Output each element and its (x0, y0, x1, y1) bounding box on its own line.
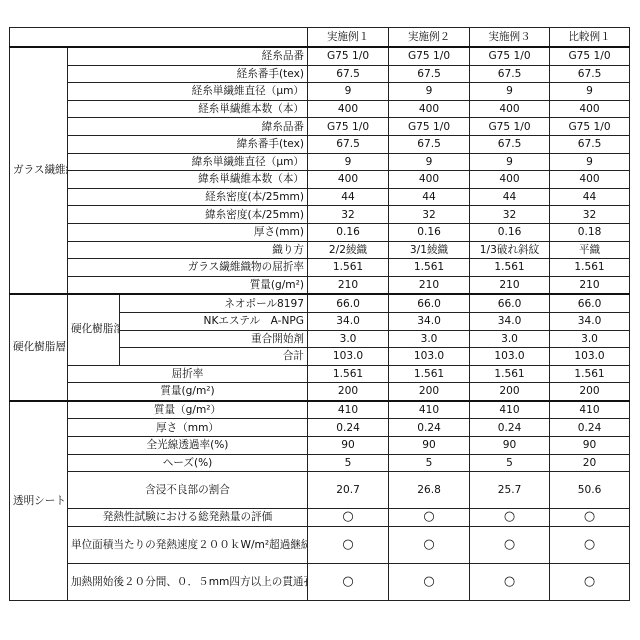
glass-row-value: 32 (308, 206, 389, 224)
glass-row-value: 3/1綾織 (389, 241, 470, 259)
evaluation-row (10, 564, 630, 601)
glass-row-label: ガラス繊維織物の屈折率 (68, 259, 308, 277)
glass-row-value: 0.16 (389, 223, 470, 241)
resin-composition-row-value: 66.0 (389, 294, 470, 312)
resin-composition-label: 硬化樹脂 (68, 294, 120, 365)
glass-row (10, 135, 630, 153)
glass-row-value: 32 (470, 206, 550, 224)
glass-row-value: G75 1/0 (550, 118, 630, 136)
glass-row-value: 2/2綾織 (308, 241, 389, 259)
glass-row-value: G75 1/0 (308, 118, 389, 136)
resin-composition-row-value: 103.0 (550, 348, 630, 366)
sheet-row-value: 50.6 (550, 472, 630, 509)
glass-row-value: G75 1/0 (470, 47, 550, 65)
resin-composition-row-value: 3.0 (470, 330, 550, 348)
evaluation-mark: ○ (308, 527, 389, 564)
resin-row-value: 1.561 (550, 365, 630, 383)
sheet-row (10, 472, 630, 509)
resin-component-label: 重合開始剤 (120, 330, 308, 348)
resin-composition-row-value: 34.0 (389, 312, 470, 330)
glass-row-value: 9 (550, 153, 630, 171)
resin-row-value: 200 (389, 383, 470, 401)
sheet-row (10, 419, 630, 437)
sheet-row-value: 20 (550, 454, 630, 472)
glass-row-value: 400 (308, 100, 389, 118)
resin-composition-row-value: 66.0 (470, 294, 550, 312)
glass-row-value: 0.18 (550, 223, 630, 241)
sheet-row-value: 90 (389, 437, 470, 455)
sheet-row-value: 410 (389, 401, 470, 419)
evaluation-mark: ○ (470, 527, 550, 564)
glass-row-value: 0.16 (308, 223, 389, 241)
resin-composition-row-value: 3.0 (389, 330, 470, 348)
resin-row-label: 質量(g/m²) (68, 383, 308, 401)
resin-component-label: NKエステル A-NPG (120, 312, 308, 330)
evaluation-mark: ○ (470, 564, 550, 601)
glass-row-label: 緯糸密度(本/25mm) (68, 206, 308, 224)
header-blank (10, 28, 308, 48)
glass-row-label: 経糸単繊維本数（本） (68, 100, 308, 118)
glass-row-value: G75 1/0 (550, 47, 630, 65)
glass-row-value: 400 (389, 171, 470, 189)
glass-row-value: 210 (550, 276, 630, 294)
evaluation-mark: ○ (550, 527, 630, 564)
evaluation-row (10, 509, 630, 527)
sheet-row-value: 5 (470, 454, 550, 472)
sheet-row-value: 90 (308, 437, 389, 455)
glass-row-value: 44 (470, 188, 550, 206)
resin-component-label: ネオポール8197 (120, 294, 308, 312)
resin-row-value: 200 (470, 383, 550, 401)
resin-composition-row-value: 103.0 (470, 348, 550, 366)
glass-row-value: 9 (389, 153, 470, 171)
resin-row (10, 383, 630, 401)
resin-row-value: 200 (550, 383, 630, 401)
glass-row (10, 83, 630, 101)
glass-row (10, 65, 630, 83)
glass-row (10, 100, 630, 118)
glass-row-label: 質量(g/m²) (68, 276, 308, 294)
sheet-row-value: 0.24 (550, 419, 630, 437)
column-header: 実施例１ (308, 28, 389, 48)
sheet-row-value: 20.7 (308, 472, 389, 509)
glass-row-value: 9 (389, 83, 470, 101)
glass-row-label: 経糸番手(tex) (68, 65, 308, 83)
sheet-row-value: 26.8 (389, 472, 470, 509)
glass-row (10, 259, 630, 277)
glass-row-value: 44 (389, 188, 470, 206)
glass-row-value: 400 (308, 171, 389, 189)
sheet-group-label: 透明シート (10, 401, 68, 601)
glass-row-value: 210 (470, 276, 550, 294)
glass-row (10, 206, 630, 224)
sheet-row-value: 410 (308, 401, 389, 419)
glass-row-value: 210 (389, 276, 470, 294)
sheet-row-label: 含浸不良部の割合 (68, 472, 308, 509)
resin-component-label: 合計 (120, 348, 308, 366)
sheet-row (10, 401, 630, 419)
glass-row-value: G75 1/0 (308, 47, 389, 65)
resin-composition-row-value: 66.0 (308, 294, 389, 312)
column-header: 比較例１ (550, 28, 630, 48)
glass-row-label: 経糸品番 (68, 47, 308, 65)
evaluation-label: 加熱開始後２０分間、０．５mm四方以上の貫通 (68, 564, 308, 601)
evaluation-mark: ○ (550, 509, 630, 527)
resin-composition-row-value: 3.0 (550, 330, 630, 348)
sheet-row-value: 0.24 (308, 419, 389, 437)
glass-row-value: 67.5 (470, 65, 550, 83)
evaluation-row (10, 527, 630, 564)
column-header: 実施例２ (389, 28, 470, 48)
glass-row-value: 1.561 (389, 259, 470, 277)
sheet-row-value: 410 (470, 401, 550, 419)
evaluation-mark: ○ (308, 564, 389, 601)
resin-group-label: 硬化樹脂層 (10, 294, 68, 401)
resin-row-label: 屈折率 (68, 365, 308, 383)
glass-row-label: 織り方 (68, 241, 308, 259)
glass-row-label: 緯糸単繊維直径（μm） (68, 153, 308, 171)
glass-row-value: 400 (550, 100, 630, 118)
resin-composition-row-value: 3.0 (308, 330, 389, 348)
glass-row-value: 1/3破れ斜紋 (470, 241, 550, 259)
glass-row-value: 1.561 (470, 259, 550, 277)
resin-composition-row-value: 34.0 (550, 312, 630, 330)
glass-row (10, 171, 630, 189)
glass-row (10, 241, 630, 259)
sheet-row-value: 0.24 (389, 419, 470, 437)
sheet-row (10, 437, 630, 455)
resin-row-value: 200 (308, 383, 389, 401)
glass-row-value: 400 (550, 171, 630, 189)
glass-row-value: 9 (308, 153, 389, 171)
sheet-row-label: 質量（g/m²） (68, 401, 308, 419)
resin-composition-row-value: 34.0 (308, 312, 389, 330)
evaluation-mark: ○ (550, 564, 630, 601)
sheet-row-label: 全光線透過率(%) (68, 437, 308, 455)
glass-row-value: 0.16 (470, 223, 550, 241)
glass-row-value: 67.5 (550, 135, 630, 153)
glass-row-value: 9 (550, 83, 630, 101)
glass-row-value: 平織 (550, 241, 630, 259)
sheet-row-label: 厚さ（mm） (68, 419, 308, 437)
evaluation-mark: ○ (389, 564, 470, 601)
header-row (10, 28, 630, 48)
glass-row-value: 1.561 (550, 259, 630, 277)
resin-composition-row-value: 66.0 (550, 294, 630, 312)
evaluation-mark: ○ (308, 509, 389, 527)
glass-row-value: 9 (470, 153, 550, 171)
glass-row-value: 44 (308, 188, 389, 206)
glass-row-value: 9 (308, 83, 389, 101)
resin-composition-row-value: 103.0 (389, 348, 470, 366)
evaluation-mark: ○ (389, 527, 470, 564)
glass-row (10, 276, 630, 294)
glass-row-label: 経糸密度(本/25mm) (68, 188, 308, 206)
evaluation-label: 発熱性試験における総発熱量の評価 (68, 509, 308, 527)
glass-row-value: 210 (308, 276, 389, 294)
sheet-row-value: 90 (470, 437, 550, 455)
glass-row (10, 118, 630, 136)
glass-row (10, 223, 630, 241)
sheet-row-value: 0.24 (470, 419, 550, 437)
glass-row-label: 厚さ(mm) (68, 223, 308, 241)
glass-row-value: 400 (470, 100, 550, 118)
glass-row (10, 188, 630, 206)
glass-row-value: 67.5 (389, 65, 470, 83)
glass-row-value: 1.561 (308, 259, 389, 277)
glass-row-value: G75 1/0 (389, 47, 470, 65)
glass-row-label: 緯糸番手(tex) (68, 135, 308, 153)
sheet-row-value: 5 (389, 454, 470, 472)
resin-composition-row-value: 103.0 (308, 348, 389, 366)
glass-row-label: 経糸単繊維直径（μm） (68, 83, 308, 101)
sheet-row-value: 5 (308, 454, 389, 472)
resin-row (10, 365, 630, 383)
glass-row-value: 32 (389, 206, 470, 224)
glass-row-value: 67.5 (308, 135, 389, 153)
sheet-row-value: 410 (550, 401, 630, 419)
glass-row (10, 153, 630, 171)
glass-row-value: 44 (550, 188, 630, 206)
glass-group-label: ガラス繊維 (10, 47, 68, 294)
resin-composition-row-value: 34.0 (470, 312, 550, 330)
glass-row-value: G75 1/0 (470, 118, 550, 136)
glass-row-value: 67.5 (308, 65, 389, 83)
glass-row-value: 400 (389, 100, 470, 118)
sheet-row-value: 25.7 (470, 472, 550, 509)
resin-row-value: 1.561 (308, 365, 389, 383)
glass-row-value: 32 (550, 206, 630, 224)
glass-row-label: 緯糸単繊維本数（本） (68, 171, 308, 189)
column-header: 実施例３ (470, 28, 550, 48)
spec-table (9, 27, 630, 601)
sheet-row-label: ヘーズ(%) (68, 454, 308, 472)
glass-row-value: 67.5 (389, 135, 470, 153)
glass-row-label: 緯糸品番 (68, 118, 308, 136)
sheet-row (10, 454, 630, 472)
resin-row-value: 1.561 (389, 365, 470, 383)
glass-row-value: 9 (470, 83, 550, 101)
resin-row-value: 1.561 (470, 365, 550, 383)
evaluation-label: 単位面積当たりの発熱速度２００ｋW/m²超過継 (68, 527, 308, 564)
glass-row-value: 67.5 (470, 135, 550, 153)
glass-row-value: 67.5 (550, 65, 630, 83)
glass-row-value: G75 1/0 (389, 118, 470, 136)
glass-row (10, 47, 630, 65)
evaluation-mark: ○ (470, 509, 550, 527)
resin-composition-row (10, 294, 630, 312)
sheet-row-value: 90 (550, 437, 630, 455)
glass-row-value: 400 (470, 171, 550, 189)
evaluation-mark: ○ (389, 509, 470, 527)
